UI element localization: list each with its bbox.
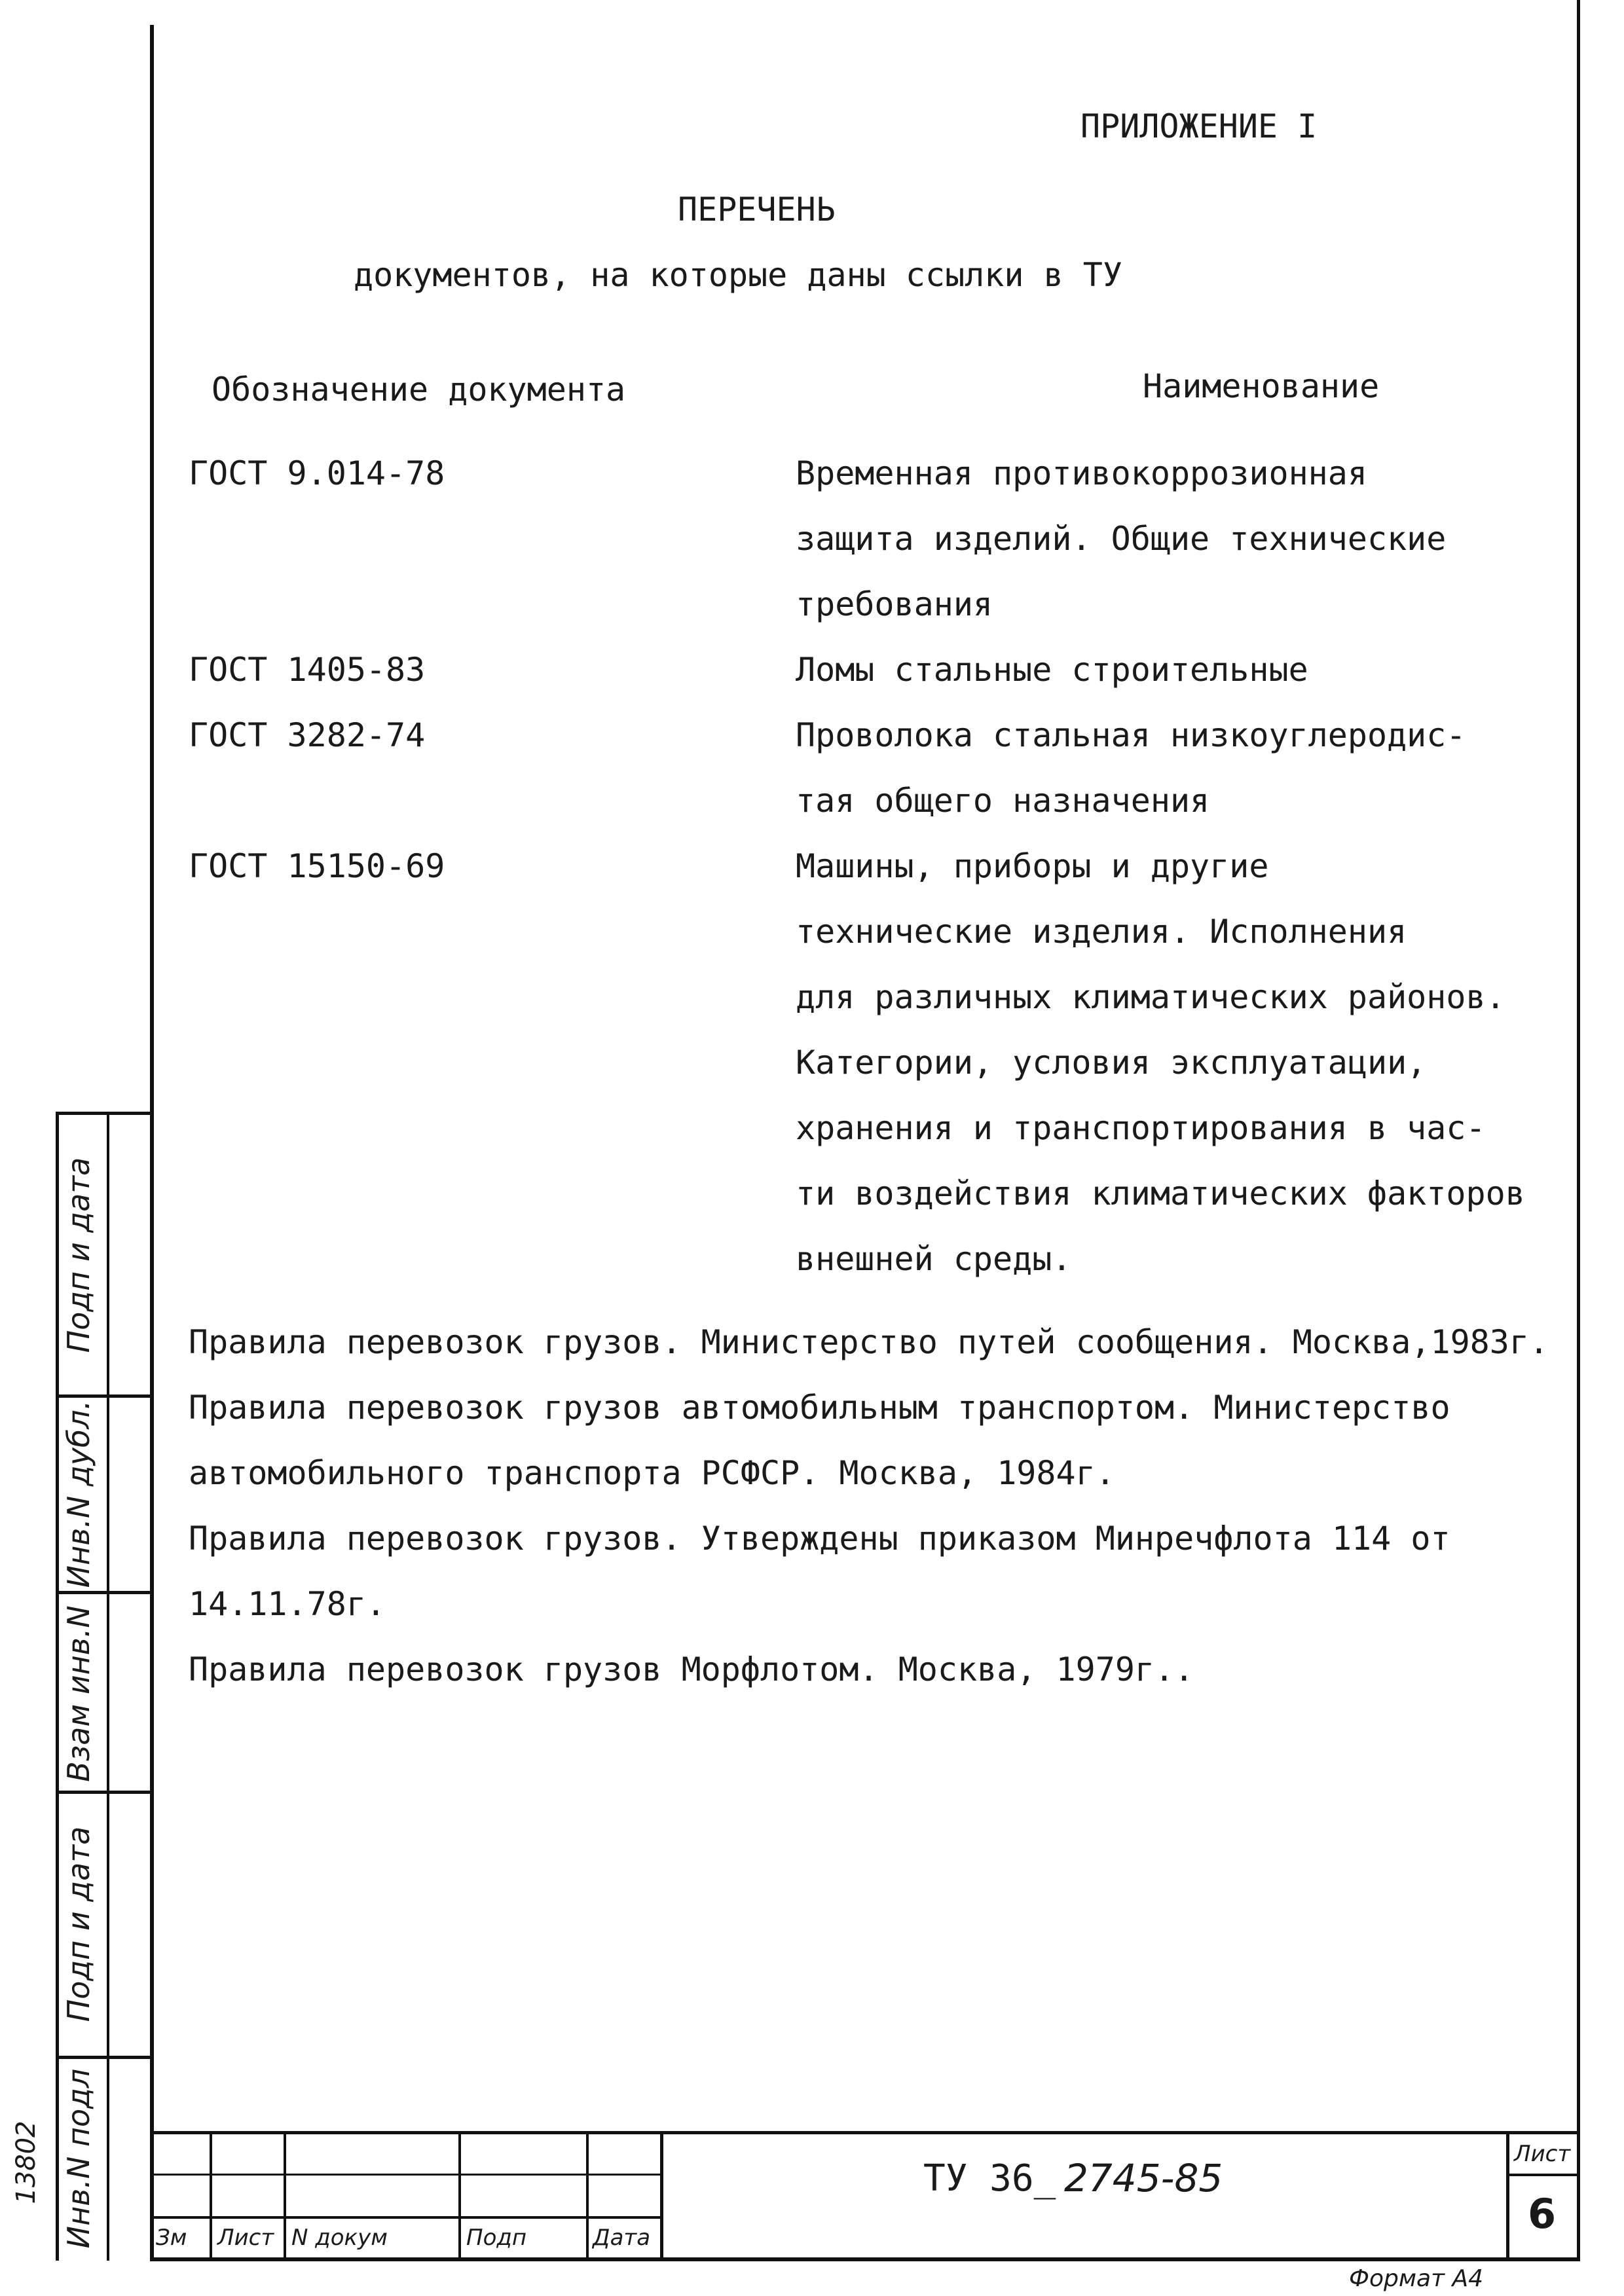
title-block-col-line <box>210 2131 212 2261</box>
column-header-designation: Обозначение документа <box>212 371 626 409</box>
appendix-label: ПРИЛОЖЕНИЕ I <box>1080 107 1318 145</box>
doc-name-line: требования <box>796 585 993 623</box>
title-block-col-line <box>284 2131 286 2261</box>
title-block-col-line <box>660 2131 663 2261</box>
frame-left-border <box>150 25 154 2261</box>
side-label-original-inv: Инв.N подл <box>61 2068 96 2249</box>
document-title: ПЕРЕЧЕНЬ <box>678 191 836 228</box>
doc-name-line: тая общего назначения <box>796 782 1210 820</box>
paper-format: Формат А4 <box>1349 2265 1484 2292</box>
column-header-name: Наименование <box>1143 367 1380 405</box>
title-block-row-line <box>150 2216 661 2219</box>
doc-name-line: защита изделий. Общие технические <box>796 520 1447 558</box>
side-strip-outer-line <box>56 1112 59 2261</box>
reference-line: Правила перевозок грузов. Утверждены приказом Минречфлота 114 от <box>189 1520 1450 1558</box>
col-label-date: Дата <box>593 2225 651 2251</box>
doc-name-line: Ломы стальные строительные <box>796 651 1308 689</box>
col-label-sheet: Лист <box>217 2225 274 2251</box>
document-designation: ТУ 36_ <box>923 2157 1056 2200</box>
frame-bottom-border <box>150 2257 1580 2261</box>
doc-name-line: технические изделия. Исполнения <box>796 913 1407 951</box>
side-strip-divider <box>56 2056 153 2059</box>
reference-line: Правила перевозок грузов. Министерство путей сообщения. Москва,1983г. <box>189 1323 1549 1361</box>
sheet-label: Лист <box>1514 2141 1571 2167</box>
doc-code: ГОСТ 3282-74 <box>189 716 426 754</box>
title-block-col-line <box>1506 2131 1509 2261</box>
doc-name-line: Машины, приборы и другие <box>796 847 1269 885</box>
doc-name-line: хранения и транспортирования в час- <box>796 1109 1486 1147</box>
doc-name-line: Категории, условия эксплуатации, <box>796 1044 1427 1082</box>
title-block-col-line <box>586 2131 589 2261</box>
reference-line: автомобильного транспорта РСФСР. Москва, 1984г. <box>189 1454 1115 1492</box>
document-subtitle: документов, на которые даны ссылки в ТУ <box>354 256 1122 294</box>
doc-name-line: внешней среды. <box>796 1240 1072 1278</box>
doc-name-line: ти воздействия климатических факторов <box>796 1175 1525 1212</box>
reference-line: 14.11.78г. <box>189 1585 386 1623</box>
doc-name-line: для различных климатических районов. <box>796 978 1505 1016</box>
doc-name-line: Временная противокоррозионная <box>796 454 1367 492</box>
doc-code: ГОСТ 1405-83 <box>189 651 426 689</box>
side-strip-inner-line <box>107 1112 109 2261</box>
side-label-sign-date-2: Подп и дата <box>61 1826 96 2022</box>
sheet-number: 6 <box>1528 2190 1557 2238</box>
frame-right-border <box>1577 0 1580 2261</box>
reference-line: Правила перевозок грузов автомобильным транспортом. Министерство <box>189 1389 1450 1427</box>
side-label-dup-inv: Инв.N дубл. <box>61 1400 96 1588</box>
title-block-top-line <box>150 2131 1580 2134</box>
col-label-doc-number: N докум <box>291 2225 388 2251</box>
doc-code: ГОСТ 15150-69 <box>189 847 445 885</box>
doc-code: ГОСТ 9.014-78 <box>189 454 445 492</box>
side-strip-top-line <box>56 1112 153 1115</box>
col-label-signature: Подп <box>466 2225 527 2251</box>
title-block-col-line <box>458 2131 461 2261</box>
doc-name-line: Проволока стальная низкоуглеродис- <box>796 716 1466 754</box>
side-label-replace-inv: Взам инв.N <box>61 1605 96 1782</box>
archive-number: 13802 <box>11 2121 41 2204</box>
title-block-sheet-line <box>1506 2174 1580 2176</box>
reference-line: Правила перевозок грузов Морфлотом. Москва, 1979г.. <box>189 1650 1194 1688</box>
col-label-change: Зм <box>156 2225 187 2251</box>
title-block-row-line <box>150 2174 661 2176</box>
document-designation-number: 2745-85 <box>1064 2156 1223 2200</box>
side-label-sign-date-1: Подп и дата <box>61 1157 96 1353</box>
